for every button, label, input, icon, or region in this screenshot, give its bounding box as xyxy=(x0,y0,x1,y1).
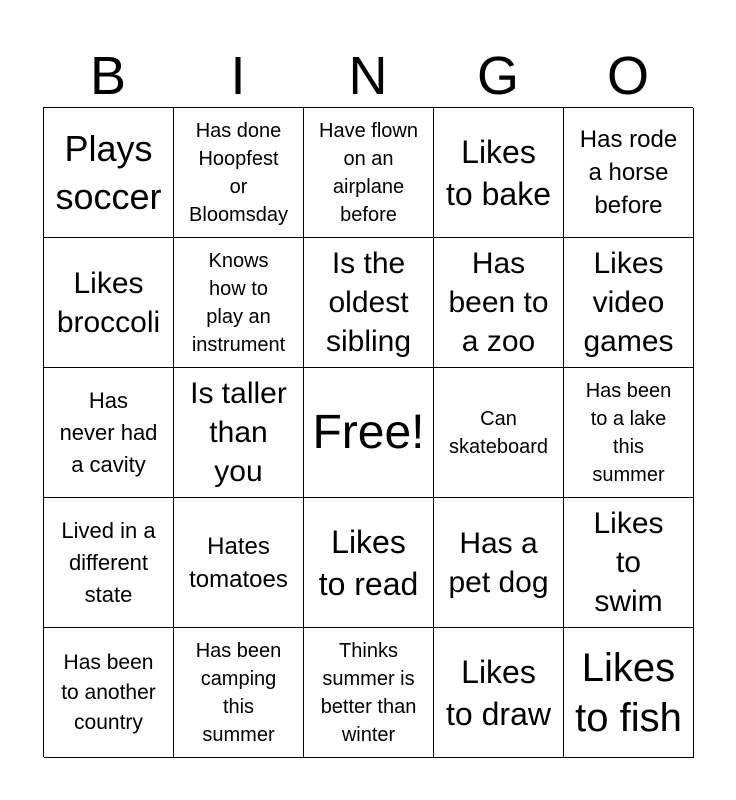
cell-label: Thinks summer is better than winter xyxy=(320,639,417,746)
bingo-cell[interactable] xyxy=(44,108,174,238)
bingo-cell[interactable] xyxy=(44,368,174,498)
bingo-cell[interactable] xyxy=(564,368,694,498)
bingo-cell[interactable] xyxy=(434,498,564,628)
bingo-header xyxy=(43,44,693,108)
bingo-board xyxy=(43,107,693,757)
cell-label: Hates tomatoes xyxy=(189,532,288,593)
bingo-cell[interactable] xyxy=(564,628,694,758)
bingo-cell[interactable] xyxy=(174,108,304,238)
cell-label: Has done Hoopfest or Bloomsday xyxy=(189,119,288,226)
cell-label: Likes to swim xyxy=(593,507,664,618)
bingo-cell[interactable] xyxy=(44,628,174,758)
cell-label: Likes broccoli xyxy=(56,266,161,339)
cell-label: Has rode a horse before xyxy=(579,126,678,219)
cell-label: Knows how to play an instrument xyxy=(191,249,286,356)
bingo-cell[interactable] xyxy=(174,238,304,368)
cell-label: Is taller than you xyxy=(190,377,287,488)
free-space[interactable] xyxy=(304,368,434,498)
cell-label: Has been to a lake this summer xyxy=(585,379,672,486)
header-letter-b: B xyxy=(89,46,127,106)
bingo-cell[interactable] xyxy=(304,498,434,628)
cell-label: Has been camping this summer xyxy=(195,639,282,746)
bingo-cell[interactable] xyxy=(564,238,694,368)
header-letter-n: N xyxy=(348,46,388,106)
header-letter-o: O xyxy=(606,46,649,106)
bingo-cell[interactable] xyxy=(174,498,304,628)
cell-label: Likes to bake xyxy=(446,133,551,212)
bingo-cell[interactable] xyxy=(434,368,564,498)
cell-label: Likes video games xyxy=(583,247,674,358)
bingo-cell[interactable] xyxy=(434,628,564,758)
bingo-cell[interactable] xyxy=(174,368,304,498)
bingo-cell[interactable] xyxy=(434,238,564,368)
cell-label: Lived in a different state xyxy=(61,517,156,607)
cell-label: Can skateboard xyxy=(449,407,548,458)
bingo-cell[interactable] xyxy=(304,628,434,758)
cell-label: Free! xyxy=(312,405,425,459)
cell-label: Plays soccer xyxy=(55,127,162,217)
bingo-cell[interactable] xyxy=(304,108,434,238)
cell-label: Likes to read xyxy=(318,523,419,602)
cell-label: Has a pet dog xyxy=(448,526,549,599)
cell-label: Is the oldest sibling xyxy=(325,247,412,358)
header-letter-i: I xyxy=(230,46,246,106)
cell-label: Has never had a cavity xyxy=(59,387,158,477)
bingo-cell[interactable] xyxy=(174,628,304,758)
cell-label: Has been to a zoo xyxy=(448,247,549,358)
cell-label: Have flown on an airplane before xyxy=(319,119,418,226)
bingo-cell[interactable] xyxy=(434,108,564,238)
bingo-cell[interactable] xyxy=(44,238,174,368)
bingo-cell[interactable] xyxy=(564,108,694,238)
cell-label: Has been to another country xyxy=(61,650,156,734)
cell-label: Likes to fish xyxy=(575,645,682,740)
header-letter-g: G xyxy=(476,46,519,106)
bingo-cell[interactable] xyxy=(44,498,174,628)
bingo-cell[interactable] xyxy=(564,498,694,628)
cell-label: Likes to draw xyxy=(446,653,551,732)
bingo-cell[interactable] xyxy=(304,238,434,368)
